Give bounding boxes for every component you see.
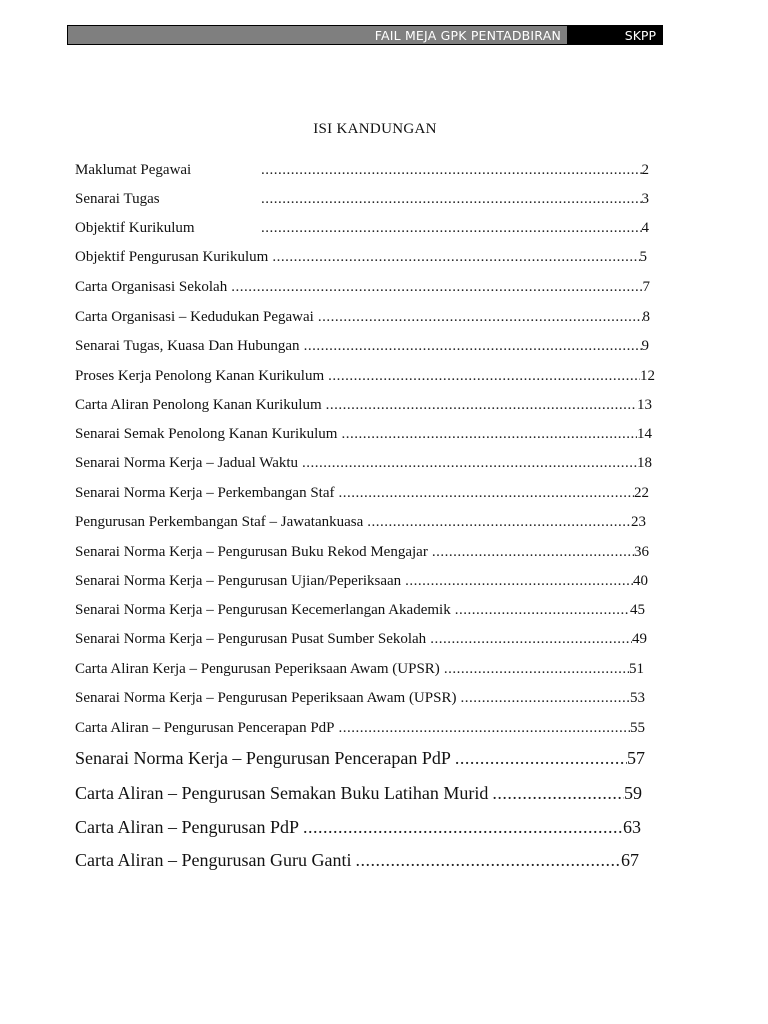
toc-entry-label: Carta Aliran – Pengurusan Pencerapan PdP [75, 720, 335, 736]
toc-entry-page: 5 [639, 249, 647, 265]
toc-entry[interactable] [75, 660, 644, 678]
toc-entry-page: 7 [642, 279, 650, 295]
toc-entry-label: Carta Aliran – Pengurusan Guru Ganti [75, 850, 352, 870]
toc-leader-dots [257, 161, 642, 179]
header-section-tag: SKPP [568, 26, 662, 44]
toc-entry[interactable] [75, 782, 642, 804]
toc-leader-dots [322, 396, 637, 414]
toc-entry-page: 4 [641, 220, 649, 236]
toc-entry-label: Senarai Norma Kerja – Pengurusan Pencerapan PdP [75, 748, 451, 768]
toc-leader-dots [451, 601, 630, 619]
toc-entry[interactable] [75, 278, 650, 296]
toc-entry[interactable] [75, 484, 649, 502]
toc-entry[interactable] [75, 689, 645, 707]
toc-entry-page: 14 [637, 426, 652, 442]
toc-entry-page: 59 [624, 783, 642, 803]
toc-entry-page: 40 [633, 573, 648, 589]
toc-entry-page: 63 [623, 817, 641, 837]
toc-entry-page: 36 [634, 544, 649, 560]
toc-leader-dots [337, 425, 637, 443]
toc-entry[interactable] [75, 719, 645, 737]
toc-entry-label: Senarai Norma Kerja – Perkembangan Staf [75, 485, 335, 501]
toc-leader-dots [257, 190, 642, 208]
toc-entry-page: 22 [634, 485, 649, 501]
toc-entry-label: Objektif Pengurusan Kurikulum [75, 249, 269, 265]
toc-entry-page: 45 [630, 602, 645, 618]
toc-entry[interactable] [75, 308, 650, 326]
toc-leader-dots [335, 719, 630, 737]
toc-entry[interactable] [75, 747, 645, 769]
toc-entry-label: Carta Organisasi Sekolah [75, 279, 228, 295]
page-header [67, 25, 663, 45]
toc-leader-dots [426, 630, 632, 648]
toc-entry-label: Carta Organisasi – Kedudukan Pegawai [75, 309, 314, 325]
toc-leader-dots [300, 337, 642, 355]
toc-leader-dots [440, 660, 629, 678]
toc-entry-page: 57 [627, 748, 645, 768]
toc-entry-label: Senarai Norma Kerja – Pengurusan Buku Rekod Mengajar [75, 544, 428, 560]
toc-leader-dots [451, 747, 627, 769]
toc-entry-label: Senarai Norma Kerja – Pengurusan Kecemerlangan Akademik [75, 602, 451, 618]
toc-leader-dots [299, 816, 623, 838]
toc-entry-label: Carta Aliran Penolong Kanan Kurikulum [75, 397, 322, 413]
toc-entry[interactable] [75, 513, 646, 531]
toc-entry-page: 55 [630, 720, 645, 736]
toc-entry[interactable] [75, 849, 639, 871]
toc-entry-label: Senarai Norma Kerja – Jadual Waktu [75, 455, 299, 471]
toc-leader-dots [363, 513, 631, 531]
toc-entry-page: 51 [629, 661, 644, 677]
toc-entry-label: Proses Kerja Penolong Kanan Kurikulum [75, 368, 325, 384]
toc-entry[interactable] [75, 630, 647, 648]
toc-entry-page: 23 [631, 514, 646, 530]
toc-entry[interactable] [75, 367, 655, 385]
toc-entry-label: Senarai Semak Penolong Kanan Kurikulum [75, 426, 338, 442]
toc-entry[interactable] [75, 454, 652, 472]
toc-entry-page: 8 [642, 309, 650, 325]
toc-entry-page: 18 [637, 455, 652, 471]
toc-entry[interactable] [75, 161, 649, 179]
toc-entry-label: Senarai Tugas [75, 191, 160, 207]
toc-entry-page: 12 [640, 368, 655, 384]
toc-entry-label: Carta Aliran – Pengurusan PdP [75, 817, 299, 837]
toc-leader-dots [428, 543, 634, 561]
toc-entry[interactable] [75, 337, 649, 355]
toc-entry-label: Senarai Tugas, Kuasa Dan Hubungan [75, 338, 300, 354]
toc-entry[interactable] [75, 248, 647, 266]
toc-entry[interactable] [75, 425, 652, 443]
toc-entry-label: Carta Aliran – Pengurusan Semakan Buku Latihan Murid [75, 783, 489, 803]
toc-leader-dots [314, 308, 643, 326]
toc-entry-label: Carta Aliran Kerja – Pengurusan Peperiksaan Awam (UPSR) [75, 661, 440, 677]
toc-entry[interactable] [75, 572, 648, 590]
toc-entry[interactable] [75, 816, 641, 838]
header-document-title: FAIL MEJA GPK PENTADBIRAN [68, 26, 568, 44]
toc-entry[interactable] [75, 543, 649, 561]
toc-leader-dots [401, 572, 633, 590]
toc-entry[interactable] [75, 396, 652, 414]
toc-title: ISI KANDUNGAN [313, 121, 437, 137]
toc-entry-page: 9 [641, 338, 649, 354]
toc-entry[interactable] [75, 601, 645, 619]
toc-leader-dots [298, 454, 637, 472]
toc-entry-page: 13 [637, 397, 652, 413]
toc-leader-dots [335, 484, 635, 502]
toc-entry-page: 53 [630, 690, 645, 706]
toc-entry[interactable] [75, 190, 649, 208]
toc-entry-page: 3 [641, 191, 649, 207]
toc-entry-page: 67 [621, 850, 639, 870]
toc-entry-label: Senarai Norma Kerja – Pengurusan Ujian/Peperiksaan [75, 573, 402, 589]
toc-leader-dots [488, 782, 624, 804]
toc-entry-label: Senarai Norma Kerja – Pengurusan Pusat Sumber Sekolah [75, 631, 427, 647]
toc-leader-dots [257, 219, 642, 237]
toc-entry[interactable] [75, 219, 649, 237]
toc-entry-page: 49 [632, 631, 647, 647]
toc-leader-dots [351, 849, 621, 871]
toc-leader-dots [268, 248, 639, 266]
toc-leader-dots [227, 278, 642, 296]
toc-leader-dots [324, 367, 640, 385]
toc-entry-label: Pengurusan Perkembangan Staf – Jawatankuasa [75, 514, 364, 530]
toc-leader-dots [456, 689, 630, 707]
toc-entry-label: Senarai Norma Kerja – Pengurusan Peperiksaan Awam (UPSR) [75, 690, 457, 706]
toc-entry-page: 2 [641, 162, 649, 178]
toc-entry-label: Maklumat Pegawai [75, 162, 192, 178]
toc-entry-label: Objektif Kurikulum [75, 220, 195, 236]
